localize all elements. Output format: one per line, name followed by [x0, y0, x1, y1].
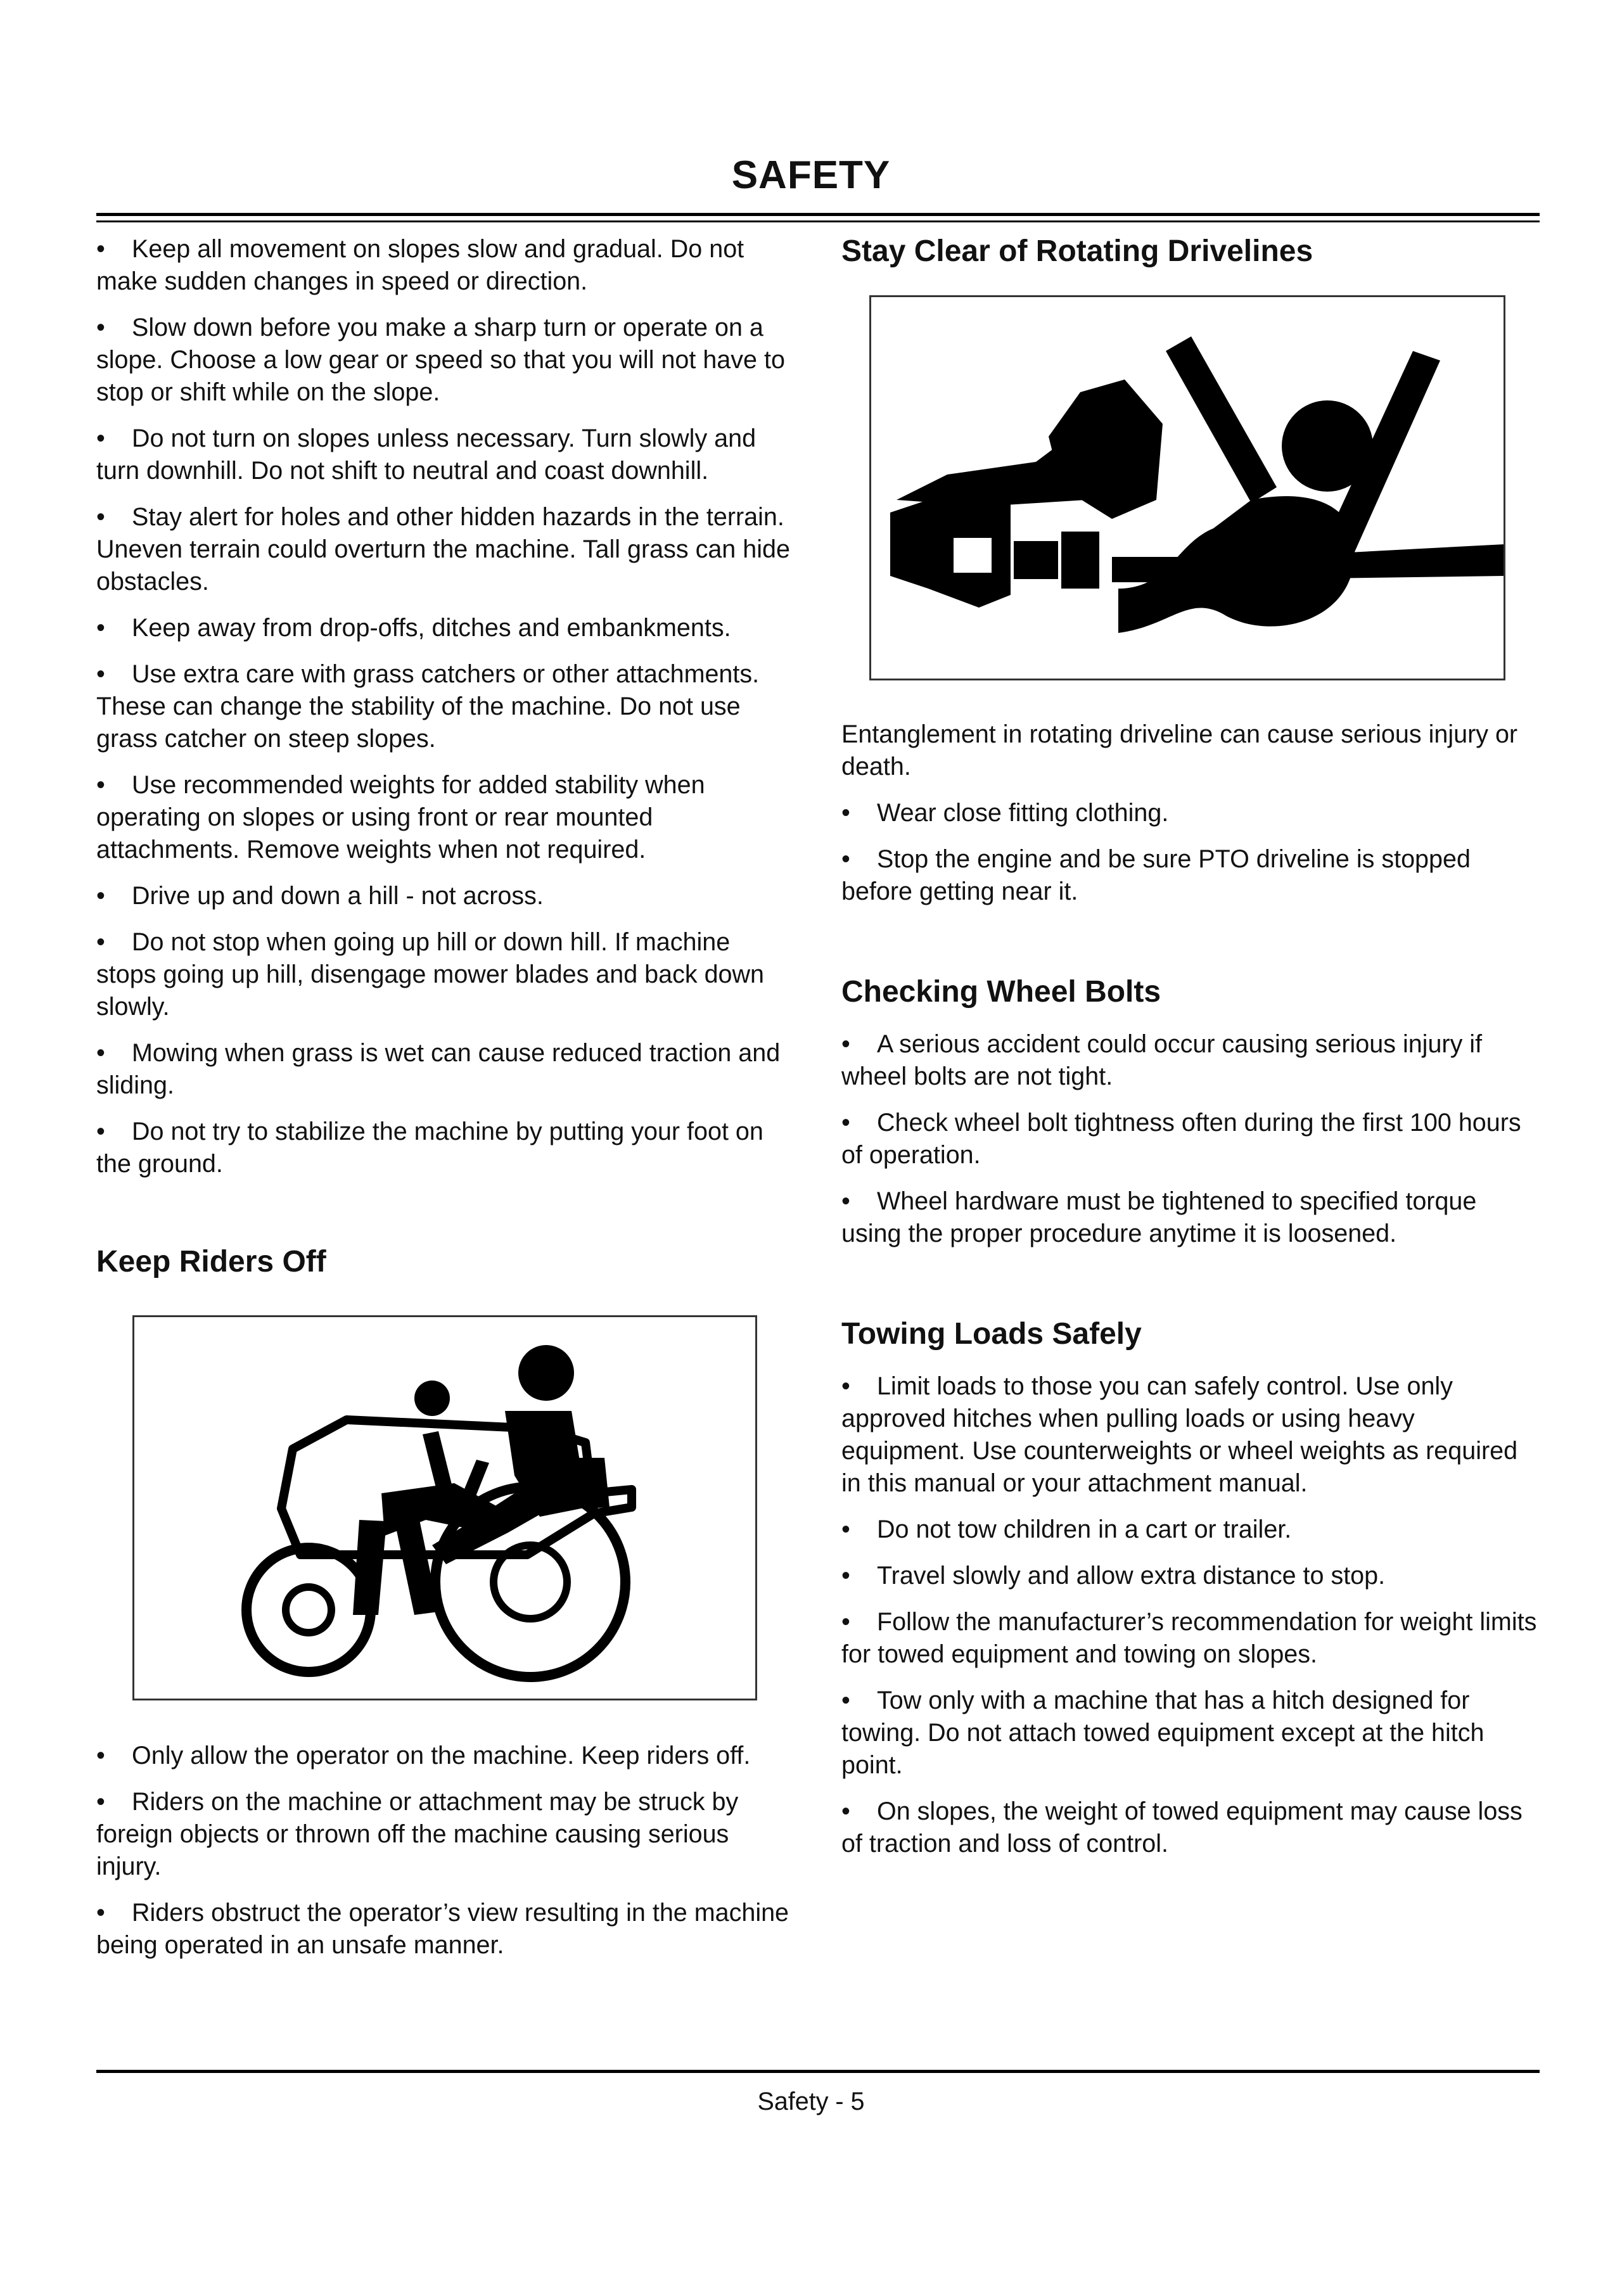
list-item: • On slopes, the weight of towed equipment may cause loss of traction and loss of control. — [841, 1795, 1540, 1860]
bullet-icon: • — [841, 1030, 850, 1058]
header-rule-thin — [96, 220, 1540, 222]
keep-riders-off-figure — [132, 1315, 757, 1700]
list-item: • Use recommended weights for added stability when operating on slopes or using front or rear mounted attachments. Remove weights when not required. — [96, 769, 793, 866]
bullet-icon: • — [841, 1515, 850, 1543]
bullet-icon: • — [96, 503, 105, 531]
driveline-intro: Entanglement in rotating driveline can cause serious injury or death. — [841, 720, 1518, 781]
bullet-icon: • — [96, 235, 105, 263]
bullet-icon: • — [96, 1118, 105, 1145]
list-item: • Check wheel bolt tightness often during the first 100 hours of operation. — [841, 1107, 1540, 1171]
bullet-icon: • — [96, 314, 105, 341]
left-column — [96, 233, 793, 1975]
riders-bullet-list — [96, 1740, 793, 1961]
list-item: • Travel slowly and allow extra distance to stop. — [841, 1560, 1540, 1592]
footer-rule — [96, 2070, 1540, 2073]
bullet-icon: • — [96, 614, 105, 642]
towing-bullet-list — [841, 1370, 1540, 1860]
section-heading-keep-riders-off: Keep Riders Off — [96, 1245, 326, 1279]
bullet-icon: • — [841, 1608, 850, 1636]
wheel-bolts-bullet-list — [841, 1028, 1540, 1250]
list-item: • Stay alert for holes and other hidden hazards in the terrain. Uneven terrain could overturn the machine. Tall grass can hide obstacles. — [96, 501, 793, 598]
driveline-entanglement-pictogram-icon — [871, 297, 1504, 679]
header-rule-thick — [96, 213, 1540, 216]
list-item: • A serious accident could occur causing serious injury if wheel bolts are not tight. — [841, 1028, 1540, 1093]
list-item: • Use extra care with grass catchers or other attachments. These can change the stability of the machine. Do not use grass catcher on steep slopes. — [96, 658, 793, 755]
page-number: Safety - 5 — [757, 2088, 865, 2115]
list-item: • Do not turn on slopes unless necessary. Turn slowly and turn downhill. Do not shift to neutral and coast downhill. — [96, 423, 793, 487]
bullet-icon: • — [841, 1187, 850, 1215]
list-item: • Drive up and down a hill - not across. — [96, 880, 793, 912]
bullet-icon: • — [841, 799, 850, 827]
list-item: • Stop the engine and be sure PTO driveline is stopped before getting near it. — [841, 843, 1540, 908]
tractor-rider-pictogram-icon — [134, 1317, 755, 1699]
section-heading-towing: Towing Loads Safely — [841, 1317, 1142, 1351]
page-title: SAFETY — [731, 153, 891, 197]
bullet-icon: • — [841, 1687, 850, 1714]
list-item: • Mowing when grass is wet can cause reduced traction and sliding. — [96, 1037, 793, 1102]
list-item: • Keep all movement on slopes slow and gradual. Do not make sudden changes in speed or direction. — [96, 233, 793, 298]
bullet-icon: • — [841, 845, 850, 873]
bullet-icon: • — [96, 660, 105, 688]
right-column — [841, 233, 1540, 1874]
bullet-icon: • — [96, 424, 105, 452]
section-heading-drivelines: Stay Clear of Rotating Drivelines — [841, 234, 1313, 268]
list-item: • Follow the manufacturer’s recommendation for weight limits for towed equipment and towing on slopes. — [841, 1606, 1540, 1671]
bullet-icon: • — [841, 1372, 850, 1400]
list-item: • Only allow the operator on the machine. Keep riders off. — [96, 1740, 793, 1772]
list-item: • Limit loads to those you can safely control. Use only approved hitches when pulling loads or using heavy equipment. Use counterweights or wheel weights as required in this manual or your attachment manual. — [841, 1370, 1540, 1500]
bullet-icon: • — [841, 1797, 850, 1825]
list-item: • Do not try to stabilize the machine by putting your foot on the ground. — [96, 1116, 793, 1180]
bullet-icon: • — [841, 1562, 850, 1590]
bullet-icon: • — [96, 882, 105, 910]
list-item: • Slow down before you make a sharp turn or operate on a slope. Choose a low gear or speed so that you will not have to stop or shift while on the slope. — [96, 312, 793, 409]
section-heading-wheel-bolts: Checking Wheel Bolts — [841, 975, 1161, 1009]
list-item: • Riders obstruct the operator’s view resulting in the machine being operated in an unsafe manner. — [96, 1897, 793, 1961]
bullet-icon: • — [96, 928, 105, 956]
bullet-icon: • — [96, 1742, 105, 1770]
bullet-icon: • — [96, 1788, 105, 1816]
driveline-entanglement-figure — [869, 295, 1505, 680]
list-item: • Do not stop when going up hill or down hill. If machine stops going up hill, disengage mower blades and back down slowly. — [96, 926, 793, 1023]
list-item: • Do not tow children in a cart or trailer. — [841, 1514, 1540, 1546]
bullet-icon: • — [841, 1109, 850, 1137]
bullet-icon: • — [96, 1899, 105, 1927]
slope-bullet-list — [96, 233, 793, 1180]
list-item: • Keep away from drop-offs, ditches and embankments. — [96, 612, 793, 644]
bullet-icon: • — [96, 1039, 105, 1067]
driveline-bullet-list — [841, 797, 1540, 908]
list-item: • Riders on the machine or attachment may be struck by foreign objects or thrown off the machine causing serious injury. — [96, 1786, 793, 1883]
list-item: • Tow only with a machine that has a hitch designed for towing. Do not attach towed equipment except at the hitch point. — [841, 1685, 1540, 1782]
bullet-icon: • — [96, 771, 105, 799]
list-item: • Wheel hardware must be tightened to specified torque using the proper procedure anytime it is loosened. — [841, 1185, 1540, 1250]
list-item: • Wear close fitting clothing. — [841, 797, 1540, 829]
